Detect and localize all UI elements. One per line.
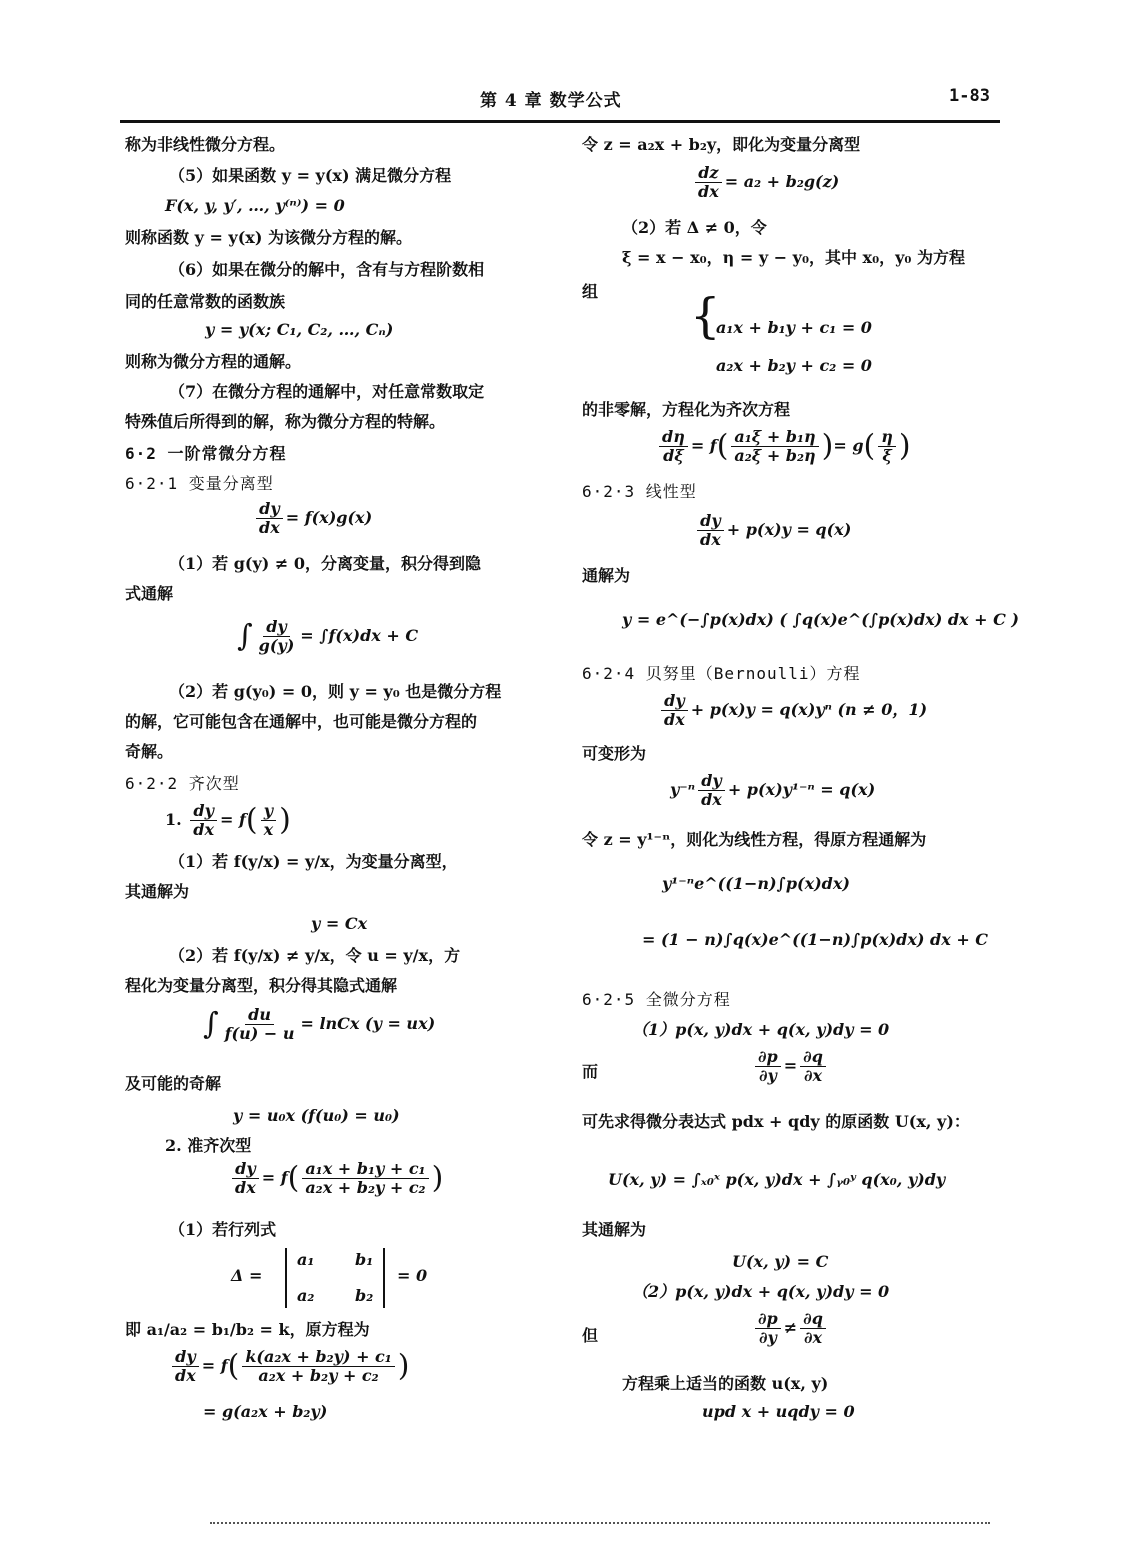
equation — [253, 500, 372, 537]
numerator: ∂q — [800, 1048, 826, 1067]
equation — [229, 1160, 443, 1197]
text-line: 即 a₁/a₂ = b₁/b₂ = k，原方程为 — [125, 1320, 370, 1339]
fraction — [302, 1160, 428, 1197]
numerator: ∂p — [755, 1048, 781, 1067]
denominator: dx — [193, 820, 215, 839]
fraction — [755, 1310, 781, 1347]
equation-rhs: = f — [690, 436, 717, 455]
text-line: 的非零解，方程化为齐次方程 — [582, 400, 791, 419]
fraction — [661, 692, 688, 729]
fraction — [261, 802, 277, 839]
text-line: 方程乘上适当的函数 u(x, y) — [622, 1374, 829, 1393]
left-paren: ( — [287, 1160, 300, 1196]
text-line: （5）如果函数 y = y(x) 满足微分方程 — [169, 166, 452, 185]
text-line: 式通解 — [125, 584, 174, 603]
equation-rhs: + p(x)y¹⁻ⁿ = q(x) — [727, 780, 876, 799]
text-line: （2）若 Δ ≠ 0，令 — [622, 218, 767, 237]
denominator: a₂x + b₂y + c₂ — [305, 1178, 426, 1197]
equation: upd x + uqdy = 0 — [702, 1402, 855, 1421]
equation — [169, 1348, 410, 1385]
numerator: dy — [698, 772, 724, 791]
equation-rhs: + p(x)y = q(x)yⁿ (n ≠ 0，1) — [690, 700, 928, 719]
denominator: g(y) — [258, 636, 295, 655]
equation — [237, 618, 418, 655]
text-line: 其通解为 — [125, 882, 190, 901]
denominator: dx — [175, 1366, 196, 1385]
denominator: ∂x — [803, 1066, 823, 1085]
numerator: η — [878, 428, 896, 447]
equation: a₂x + b₂y + c₂ = 0 — [716, 356, 872, 375]
text-line: 程化为变量分离型，积分得其隐式通解 — [125, 976, 398, 995]
denominator: dx — [664, 710, 685, 729]
fraction — [755, 1048, 781, 1085]
right-paren: ) — [898, 428, 911, 464]
equation-rhs: = 0 — [397, 1266, 428, 1285]
equation — [658, 692, 927, 729]
numerator: ∂p — [755, 1310, 781, 1329]
right-paren: ) — [431, 1160, 444, 1196]
text-line: 但 — [582, 1326, 599, 1345]
page-number: 1-83 — [949, 86, 990, 106]
determinant-bar-left — [285, 1248, 287, 1308]
matrix-entry: b₁ — [355, 1250, 374, 1269]
fraction — [256, 500, 283, 537]
equation: U(x, y) = C — [732, 1252, 829, 1271]
denominator: a₂ξ + b₂η — [734, 446, 816, 465]
fraction — [242, 1348, 394, 1385]
numerator: dy — [256, 500, 282, 519]
determinant-label: Δ = — [231, 1266, 263, 1285]
text-line: （1）若 g(y) ≠ 0，分离变量，积分得到隐 — [169, 554, 482, 573]
equation-rhs: = a₂ + b₂g(z) — [724, 172, 840, 191]
numerator: y — [261, 802, 276, 821]
denominator: dx — [259, 518, 280, 537]
operator: = — [783, 1056, 798, 1075]
equation: y = e^(−∫p(x)dx) ( ∫q(x)e^(∫p(x)dx) dx + C ) — [622, 610, 1019, 629]
fraction — [878, 428, 896, 465]
text-line: 称为非线性微分方程。 — [125, 135, 286, 154]
fraction — [222, 1006, 298, 1043]
text-line: 及可能的奇解 — [125, 1074, 222, 1093]
numerator: dy — [232, 1160, 258, 1179]
equation-rhs: = f — [261, 1168, 288, 1187]
fraction — [256, 618, 298, 655]
denominator: ξ — [882, 446, 892, 465]
subsection-heading: 6·2·4 贝努里（Bernoulli）方程 — [582, 664, 861, 683]
chapter-title: 第 4 章 数学公式 — [480, 91, 622, 111]
fraction — [800, 1310, 826, 1347]
denominator: dx — [700, 530, 721, 549]
denominator: ∂y — [758, 1066, 777, 1085]
numerator: dy — [697, 512, 723, 531]
header-rule — [120, 120, 1000, 123]
denominator: x — [263, 820, 274, 839]
integral-sign: ∫ — [203, 1006, 219, 1042]
equation-rhs: = ∫f(x)dx + C — [300, 626, 419, 645]
equation — [203, 1006, 435, 1043]
numerator: dy — [661, 692, 687, 711]
fraction — [697, 512, 724, 549]
text-line: 则称为微分方程的通解。 — [125, 352, 302, 371]
text-line: （2）若 f(y/x) ≠ y/x，令 u = y/x，方 — [169, 946, 461, 965]
text-line: （7）在微分方程的通解中，对任意常数取定 — [169, 382, 485, 401]
fraction — [190, 802, 217, 839]
equation-rhs: = g — [833, 436, 864, 455]
left-paren: ( — [863, 428, 876, 464]
equation: y = u₀x (f(u₀) = u₀) — [233, 1106, 400, 1125]
numerator: dy — [190, 802, 216, 821]
equation-rhs: + p(x)y = q(x) — [726, 520, 852, 539]
equation — [165, 802, 291, 839]
subsection-heading: 6·2·5 全微分方程 — [582, 990, 731, 1009]
equation: （2）p(x, y)dx + q(x, y)dy = 0 — [632, 1282, 890, 1301]
equation — [752, 1310, 829, 1347]
integral-sign: ∫ — [237, 618, 253, 654]
subsection-heading: 6·2·2 齐次型 — [125, 774, 240, 793]
equation: y = Cx — [311, 914, 368, 933]
equation-rhs: = lnCx (y = ux) — [300, 1014, 436, 1033]
equation: U(x, y) = ∫ₓ₀ˣ p(x, y)dx + ∫ᵧ₀ʸ q(x₀, y)dy — [608, 1170, 946, 1189]
text-line: （6）如果在微分的解中，含有与方程阶数相 — [169, 260, 485, 279]
numerator: dy — [172, 1348, 198, 1367]
text-line: 奇解。 — [125, 742, 174, 761]
denominator: dx — [701, 790, 722, 809]
denominator: dx — [235, 1178, 256, 1197]
text-line: ξ = x − x₀，η = y − y₀，其中 x₀，y₀ 为方程 — [622, 248, 965, 267]
numerator: ∂q — [800, 1310, 826, 1329]
equation-lhs: y⁻ⁿ — [670, 780, 696, 799]
equation — [670, 772, 875, 809]
numerator: k(a₂x + b₂y) + c₁ — [242, 1348, 394, 1367]
text-line: （1）若行列式 — [169, 1220, 277, 1239]
numerator: dz — [695, 164, 721, 183]
operator: ≠ — [783, 1318, 798, 1337]
numerator: a₁ξ + b₁η — [731, 428, 818, 447]
text-line: （1）若 f(y/x) = y/x，为变量分离型， — [169, 852, 458, 871]
matrix-entry: b₂ — [355, 1286, 374, 1305]
equation-rhs: = f — [220, 810, 246, 829]
denominator: a₂x + b₂y + c₂ — [258, 1366, 379, 1385]
denominator: dξ — [663, 446, 684, 465]
left-paren: ( — [227, 1348, 240, 1384]
equation: a₁x + b₁y + c₁ = 0 — [716, 318, 872, 337]
matrix-entry: a₁ — [297, 1250, 315, 1269]
fraction — [731, 428, 818, 465]
text-line: 令 z = a₂x + b₂y，即化为变量分离型 — [582, 135, 861, 154]
subsection-heading: 2. 准齐次型 — [165, 1136, 252, 1155]
subsection-heading: 6·2·3 线性型 — [582, 482, 697, 501]
denominator: dx — [698, 182, 719, 201]
system-brace: { — [690, 288, 721, 344]
determinant-bar-right — [383, 1248, 385, 1308]
equation-rhs: = f — [201, 1356, 228, 1375]
fraction — [172, 1348, 199, 1385]
fraction — [698, 772, 725, 809]
numerator: dy — [263, 618, 289, 637]
left-paren: ( — [245, 802, 258, 838]
matrix-entry: a₂ — [297, 1286, 315, 1305]
text-line: 可变形为 — [582, 744, 647, 763]
text-line: 特殊值后所得到的解，称为微分方程的特解。 — [125, 412, 446, 431]
footer-rule — [210, 1522, 990, 1526]
equation — [694, 512, 851, 549]
equation: F(x, y, y′, …, y⁽ⁿ⁾) = 0 — [165, 196, 345, 215]
text-line: 令 z = y¹⁻ⁿ，则化为线性方程，得原方程通解为 — [582, 830, 927, 849]
text-line: 则称函数 y = y(x) 为该微分方程的解。 — [125, 228, 412, 247]
equation: y¹⁻ⁿe^((1−n)∫p(x)dx) — [662, 874, 850, 893]
fraction — [659, 428, 688, 465]
item-number: 1. — [165, 810, 182, 829]
text-line: 其通解为 — [582, 1220, 647, 1239]
equation — [752, 1048, 829, 1085]
numerator: a₁x + b₁y + c₁ — [302, 1160, 428, 1179]
fraction — [800, 1048, 826, 1085]
right-paren: ) — [397, 1348, 410, 1384]
equation: = (1 − n)∫q(x)e^((1−n)∫p(x)dx) dx + C — [642, 930, 989, 949]
text-line: 组 — [582, 282, 599, 301]
equation: y = y(x; C₁, C₂, …, Cₙ) — [205, 320, 394, 339]
numerator: du — [245, 1006, 274, 1025]
denominator: ∂y — [758, 1328, 777, 1347]
equation — [656, 428, 911, 465]
text-line: 同的任意常数的函数族 — [125, 292, 286, 311]
equation: （1）p(x, y)dx + q(x, y)dy = 0 — [632, 1020, 890, 1039]
section-heading: 6·2 一阶常微分方程 — [125, 444, 287, 463]
fraction — [232, 1160, 259, 1197]
equation — [692, 164, 839, 201]
subsection-heading: 6·2·1 变量分离型 — [125, 474, 274, 493]
numerator: dη — [659, 428, 688, 447]
right-paren: ) — [279, 802, 291, 838]
text-line: 可先求得微分表达式 pdx + qdy 的原函数 U(x, y)： — [582, 1112, 970, 1131]
equation: = g(a₂x + b₂y) — [203, 1402, 328, 1421]
denominator: ∂x — [803, 1328, 823, 1347]
denominator: f(u) − u — [224, 1024, 295, 1043]
fraction — [695, 164, 722, 201]
equation-rhs: = f(x)g(x) — [285, 508, 373, 527]
text-line: 而 — [582, 1062, 599, 1081]
page-header — [480, 86, 990, 114]
text-line: （2）若 g(y₀) = 0，则 y = y₀ 也是微分方程 — [169, 682, 502, 701]
right-paren: ) — [821, 428, 834, 464]
text-line: 通解为 — [582, 566, 631, 585]
left-paren: ( — [716, 428, 729, 464]
text-line: 的解，它可能包含在通解中，也可能是微分方程的 — [125, 712, 478, 731]
